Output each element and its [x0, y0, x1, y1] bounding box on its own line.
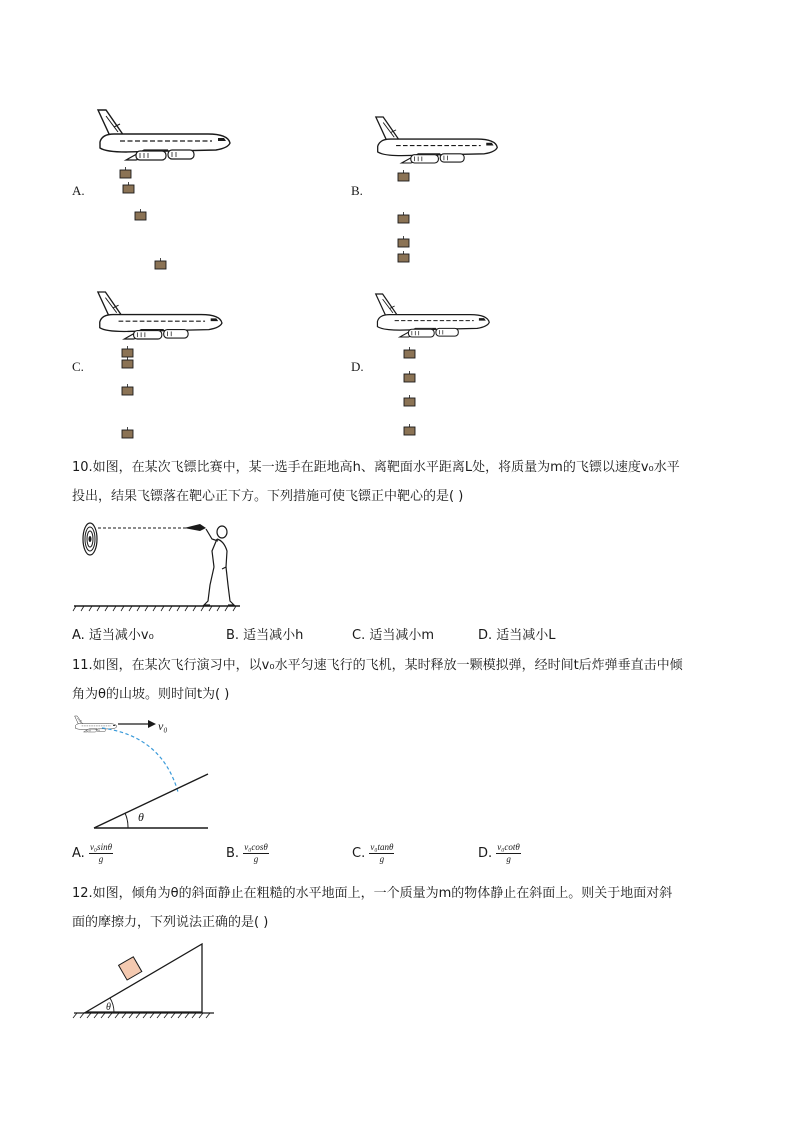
bomb-icon [122, 384, 133, 395]
q10-choice-b[interactable]: B. 适当减小h [226, 628, 304, 643]
incline-figure [72, 938, 218, 1022]
thrower-icon [204, 526, 234, 605]
option-d-label[interactable]: D. [351, 359, 364, 374]
bomb-icon [120, 167, 131, 178]
q11-choice-c-label: C. [352, 846, 366, 861]
arrow-icon [148, 720, 156, 728]
option-c-label[interactable]: C. [72, 359, 84, 374]
question-11-text-line1: 11.如图，在某次飞行演习中，以v₀水平匀速飞行的飞机，某时释放一颗模拟弹，经时间t后炸弹垂直击中倾 [72, 658, 683, 673]
fraction: $\frac{\text{v₀sinθ}}{g}$ [89, 842, 112, 864]
q11-choice-b-label: B. [226, 846, 240, 861]
bomb-icon [155, 258, 166, 269]
q11-choice-d-label: D. [478, 846, 493, 861]
option-c-figure [96, 292, 246, 442]
velocity-label: v₀ [158, 719, 168, 733]
bomb-icon [122, 427, 133, 438]
bomb-icon [398, 251, 409, 262]
angle-label: θ [138, 810, 144, 824]
dart-icon [184, 524, 206, 531]
fraction: $\frac{\text{v₀tanθ}}{g}$ [370, 842, 394, 864]
question-10-text-line2: 投出，结果飞镖落在靶心正下方。下列措施可使飞镖正中靶心的是( ) [72, 489, 464, 504]
bomb-icon [404, 424, 415, 435]
fraction: $\frac{\text{v₀cosθ}}{g}$ [244, 842, 268, 864]
bomb-icon [404, 347, 415, 358]
q11-choice-a[interactable] [72, 842, 113, 865]
bomb-icon [123, 182, 134, 193]
block-icon [119, 957, 142, 980]
option-b-label[interactable]: B. [351, 183, 363, 198]
q11-choice-d[interactable] [478, 842, 521, 865]
bomb-icon [404, 371, 415, 382]
q10-choice-a[interactable]: A. 适当减小v₀ [72, 628, 154, 643]
bomb-icon [398, 212, 409, 223]
target-icon [83, 523, 97, 555]
bomb-icon [398, 170, 409, 181]
angle-label: θ [106, 1002, 111, 1013]
bomb-icon [404, 395, 415, 406]
option-a-label[interactable]: A. [72, 183, 85, 198]
option-b-figure [374, 117, 524, 267]
question-10-text-line1: 10.如图，在某次飞镖比赛中，某一选手在距地高h、离靶面水平距离L处，将质量为m的飞镖以速度v₀水平 [72, 460, 680, 475]
bomb-icon [122, 346, 133, 357]
option-a-figure [96, 110, 246, 275]
question-11-text-line2: 角为θ的山坡。则时间t为( ) [72, 687, 230, 702]
q11-choice-a-label: A. [72, 846, 85, 861]
airplane-icon [374, 294, 524, 444]
q10-choice-c[interactable]: C. 适当减小m [352, 628, 435, 643]
option-d-figure [374, 294, 524, 444]
airplane-icon [374, 117, 524, 267]
q11-choice-c[interactable] [352, 842, 394, 865]
question-12-text-line1: 12.如图，倾角为θ的斜面静止在粗糙的水平地面上，一个质量为m的物体静止在斜面上。则关于地面对斜 [72, 886, 673, 901]
q11-choice-b[interactable] [226, 842, 269, 865]
bomb-icon [135, 209, 146, 220]
fraction: $\frac{\text{v₀cotθ}}{g}$ [497, 842, 520, 864]
dart-figure [72, 515, 242, 615]
airplane-icon [96, 110, 246, 275]
slope-figure [72, 710, 222, 832]
airplane-icon [96, 292, 246, 442]
question-12-text-line2: 面的摩擦力，下列说法正确的是( ) [72, 915, 269, 930]
bomb-icon [398, 236, 409, 247]
q10-choice-d[interactable]: D. 适当减小L [478, 628, 556, 643]
bomb-icon [122, 357, 133, 368]
